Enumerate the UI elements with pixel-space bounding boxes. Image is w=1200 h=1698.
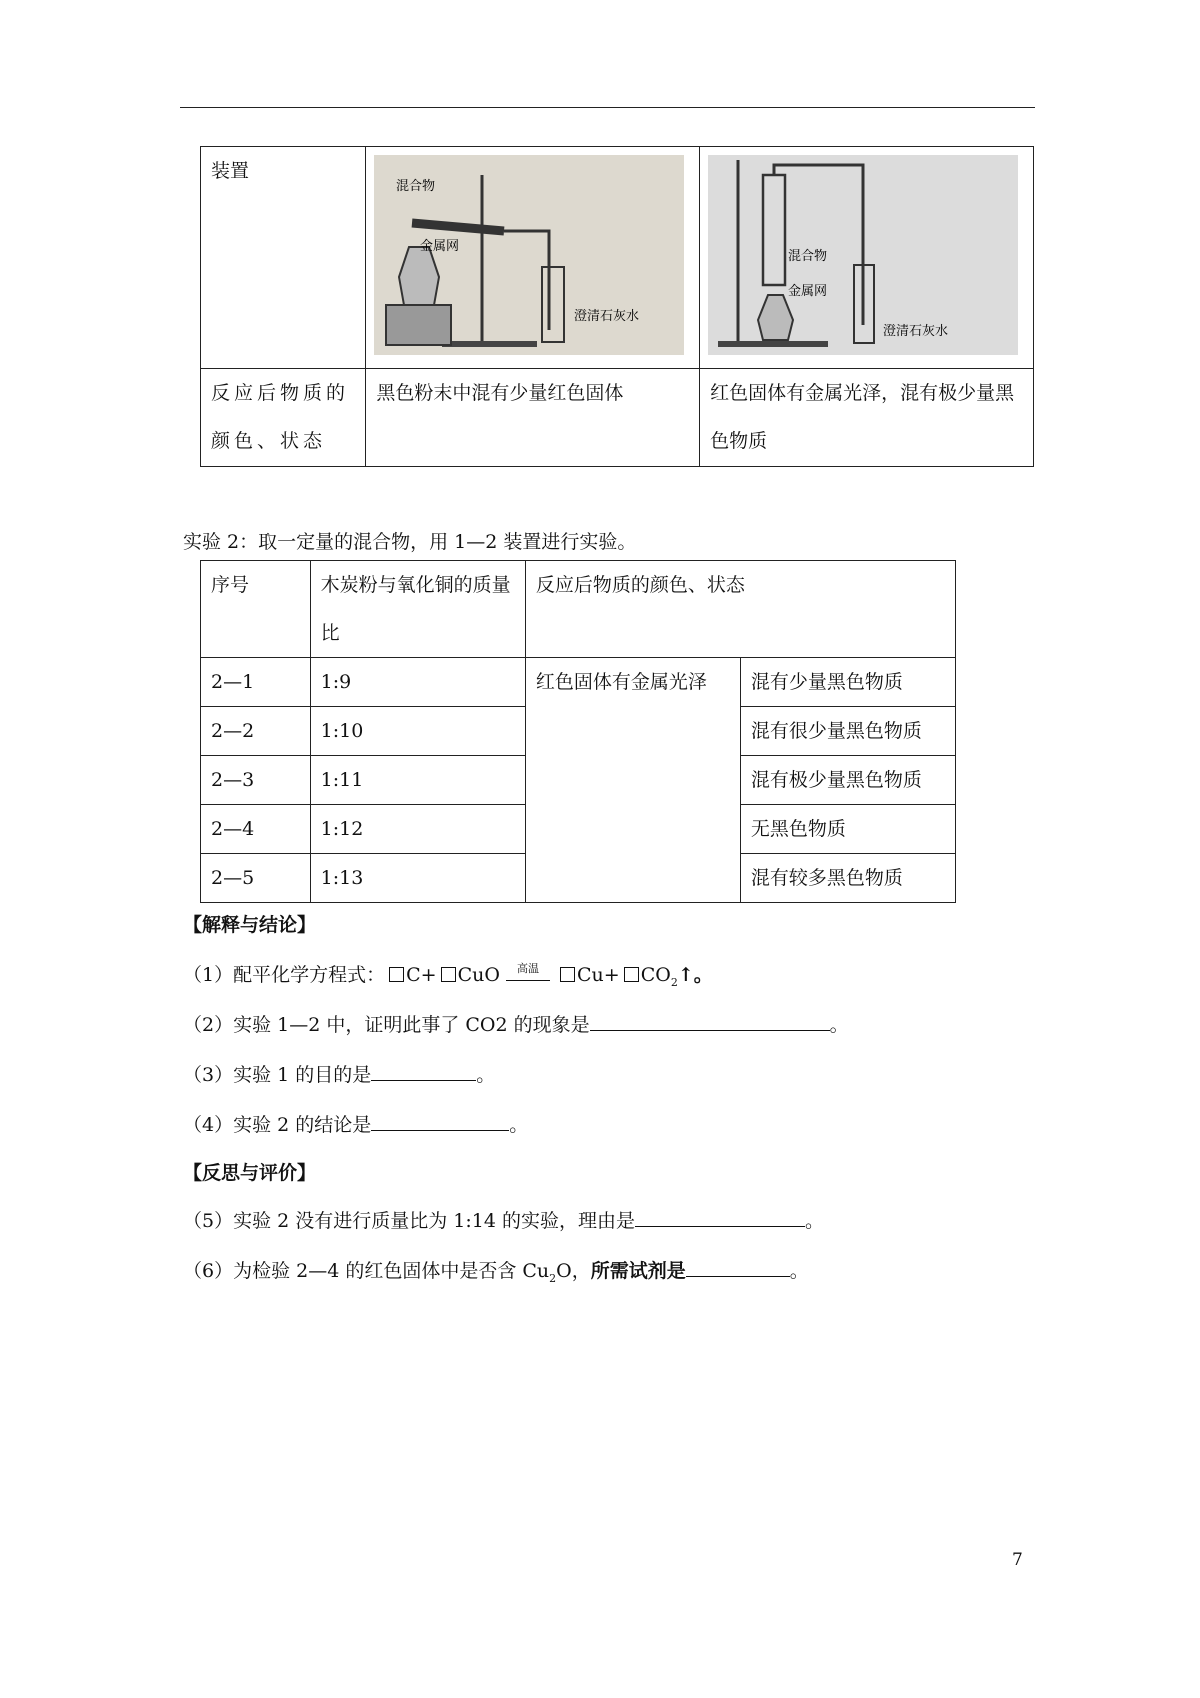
question-5: （5）实验 2 没有进行质量比为 1:14 的实验，理由是 。 (183, 1210, 825, 1232)
answer-blank[interactable] (371, 1062, 476, 1081)
experiment-2-intro: 实验 2：取一定量的混合物，用 1—2 装置进行实验。 (183, 531, 637, 553)
header-rule (180, 107, 1035, 108)
apparatus-figure-2 (700, 147, 1034, 369)
table-row-result: 混有少量黑色物质 (740, 658, 955, 707)
table-row-result: 混有极少量黑色物质 (740, 756, 955, 805)
fig1-label-limewater: 澄清石灰水 (574, 309, 640, 324)
table-row-id: 2—1 (201, 658, 311, 707)
blank-box (624, 967, 639, 982)
table-row-result: 混有较多黑色物质 (740, 854, 955, 903)
header-ratio: 木炭粉与氧化铜的质量比 (310, 561, 525, 658)
section-heading-reflection: 【反思与评价】 (183, 1162, 317, 1184)
table-row-id: 2—5 (201, 854, 311, 903)
question-4: （4）实验 2 的结论是 。 (183, 1114, 529, 1136)
answer-blank[interactable] (635, 1208, 805, 1227)
experiment-2-table (200, 560, 956, 903)
fig2-label-limewater: 澄清石灰水 (883, 324, 949, 339)
question-2: （2）实验 1—2 中，证明此事了 CO2 的现象是 。 (183, 1014, 849, 1036)
fig1-label-mixture: 混合物 (396, 179, 436, 194)
question-1: （1）配平化学方程式： C+ CuO 高温 $Cu+ CO_2↑$。 (183, 962, 713, 989)
reaction-condition: 高温 (506, 976, 550, 981)
fig2-label-mesh: 金属网 (788, 284, 828, 299)
blank-box (560, 967, 575, 982)
header-seq: 序号 (201, 561, 311, 658)
section-heading-conclusion: 【解释与结论】 (183, 914, 317, 936)
table-row-result: 混有很少量黑色物质 (740, 707, 955, 756)
table-row-ratio: 1:12 (310, 805, 525, 854)
table-row-ratio: 1:13 (310, 854, 525, 903)
answer-blank[interactable] (590, 1012, 830, 1031)
result-setup-1: 黑色粉末中混有少量红色固体 (366, 369, 700, 467)
table-row-ratio: 1:11 (310, 756, 525, 805)
blank-box (389, 967, 404, 982)
question-3: （3）实验 1 的目的是 。 (183, 1064, 496, 1086)
apparatus-label: 装置 (201, 147, 366, 369)
table-row-ratio: 1:9 (310, 658, 525, 707)
page-number: 7 (1012, 1550, 1023, 1570)
table-row-ratio: 1:10 (310, 707, 525, 756)
fig1-label-mesh: 金属网 (420, 239, 460, 254)
header-result: 反应后物质的颜色、状态 (525, 561, 955, 658)
table-row-result: 无黑色物质 (740, 805, 955, 854)
apparatus-figure-1 (366, 147, 700, 369)
fig2-label-mixture: 混合物 (788, 249, 828, 264)
table-row-id: 2—2 (201, 707, 311, 756)
blank-box (441, 967, 456, 982)
table-row-id: 2—4 (201, 805, 311, 854)
table-row-id: 2—3 (201, 756, 311, 805)
question-6: （6）为检验 2—4 的红色固体中是否含 $Cu_2O$，所需试剂是 。 (183, 1260, 809, 1285)
result-setup-2: 红色固体有金属光泽，混有极少量黑色物质 (700, 369, 1034, 467)
vertical-tube-apparatus-image (708, 155, 1018, 355)
horizontal-tube-apparatus-image (374, 155, 684, 355)
answer-blank[interactable] (371, 1112, 509, 1131)
apparatus-table (200, 146, 1034, 467)
answer-blank[interactable] (686, 1258, 790, 1277)
result-label: 反应后物质的颜色、状态 (201, 369, 366, 467)
common-result: 红色固体有金属光泽 (525, 658, 740, 903)
